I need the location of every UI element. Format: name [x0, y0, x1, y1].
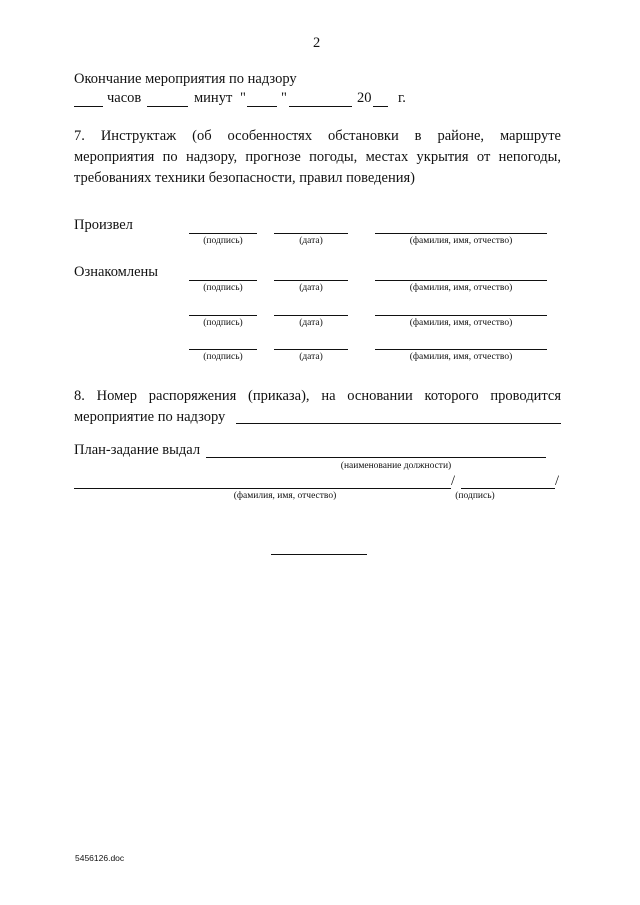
acq-sig-line-2: [189, 315, 257, 316]
conducted-date-caption: (дата): [299, 236, 323, 246]
acq-date-line-3: [274, 349, 348, 350]
conducted-sig-caption: (подпись): [203, 236, 243, 246]
section7-line3: требованиях техники безопасности, правил поведения): [74, 170, 415, 186]
acq-sig-caption-1: (подпись): [203, 283, 243, 293]
section7-line2: мероприятия по надзору, прогнозе погоды, местах укрытия от непогоды,: [74, 149, 561, 165]
conducted-date-line: [274, 233, 348, 234]
quote-open: ": [240, 90, 246, 106]
section8-line2: мероприятие по надзору: [74, 409, 226, 425]
hours-blank: [74, 106, 103, 107]
hours-label: часов: [107, 90, 142, 106]
year-prefix: 20: [357, 90, 372, 106]
acq-name-caption-3: (фамилия, имя, отчество): [409, 352, 513, 362]
slash-close: /: [555, 473, 560, 489]
end-section-title: Окончание мероприятия по надзору: [74, 71, 297, 87]
acq-name-line-1: [375, 280, 547, 281]
footer-filename: 5456126.doc: [75, 853, 125, 863]
position-line: [206, 457, 546, 458]
acq-sig-caption-3: (подпись): [203, 352, 243, 362]
full-name-line: [74, 488, 451, 489]
acq-date-caption-3: (дата): [299, 352, 323, 362]
acq-sig-line-1: [189, 280, 257, 281]
position-caption: (наименование должности): [340, 461, 452, 471]
acq-date-caption-1: (дата): [299, 283, 323, 293]
year-suffix: г.: [398, 90, 406, 106]
signature-line: [461, 488, 555, 489]
minutes-blank: [147, 106, 188, 107]
section8-line1: 8. Номер распоряжения (приказа), на основании которого проводится: [74, 388, 561, 404]
conducted-sig-line: [189, 233, 257, 234]
page-number: 2: [313, 35, 321, 51]
section7-line1: 7. Инструктаж (об особенностях обстановки в районе, маршруте: [74, 128, 561, 144]
acq-date-line-2: [274, 315, 348, 316]
conducted-name-line: [375, 233, 547, 234]
acq-name-line-3: [375, 349, 547, 350]
acq-name-caption-1: (фамилия, имя, отчество): [409, 283, 513, 293]
quote-close: ": [281, 90, 287, 106]
acquainted-label: Ознакомлены: [74, 264, 159, 280]
conducted-name-caption: (фамилия, имя, отчество): [409, 236, 513, 246]
acq-name-line-2: [375, 315, 547, 316]
acq-sig-line-3: [189, 349, 257, 350]
day-blank: [247, 106, 277, 107]
month-blank: [289, 106, 352, 107]
order-number-line: [236, 423, 561, 424]
acq-date-caption-2: (дата): [299, 318, 323, 328]
acq-date-line-1: [274, 280, 348, 281]
minutes-label: минут: [194, 90, 233, 106]
closing-divider: [271, 554, 367, 555]
year-blank: [373, 106, 388, 107]
slash-open: /: [451, 473, 456, 489]
name-caption: (фамилия, имя, отчество): [233, 491, 337, 501]
plan-issued-label: План-задание выдал: [74, 442, 201, 458]
acq-name-caption-2: (фамилия, имя, отчество): [409, 318, 513, 328]
acq-sig-caption-2: (подпись): [203, 318, 243, 328]
conducted-label: Произвел: [74, 217, 133, 233]
signature-caption: (подпись): [455, 491, 495, 501]
